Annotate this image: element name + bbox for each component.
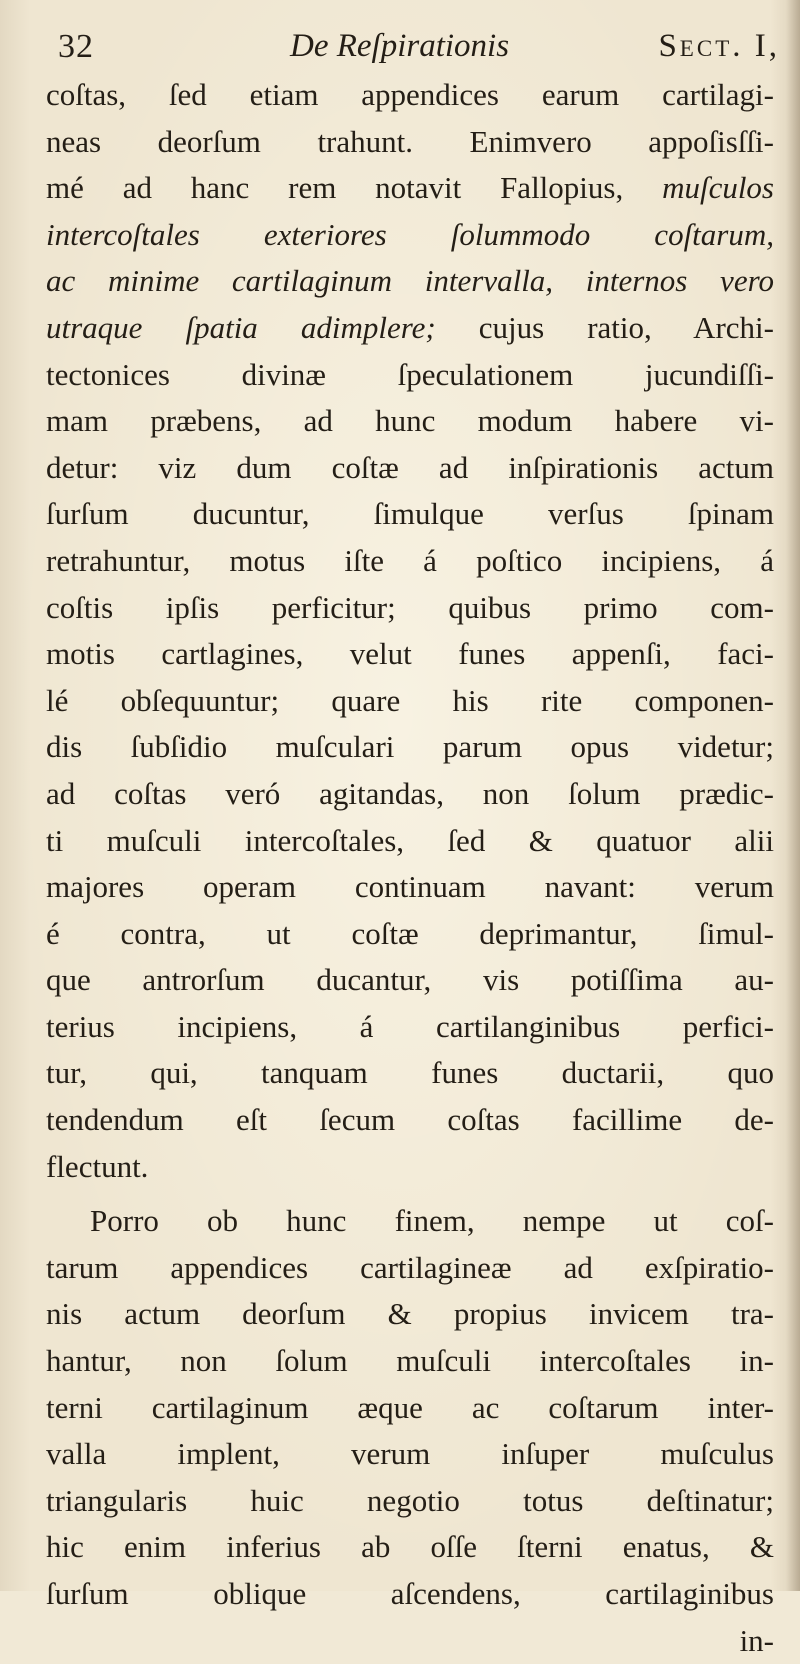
text-line: tarum appendices cartilagineæ ad exſpiratio- bbox=[46, 1249, 774, 1285]
section-mark: Sect. I, bbox=[658, 28, 780, 64]
text-line: ſurſum oblique aſcendens, cartilaginibus bbox=[46, 1576, 774, 1611]
italic-phrase: utraque ſpatia adimplere; bbox=[46, 309, 436, 345]
text-line: motis cartlagines, velut funes appenſi, faci- bbox=[46, 636, 774, 672]
text-line: retrahuntur, motus iſte á poſtico incipiens, á bbox=[46, 542, 774, 578]
text-line: hantur, non ſolum muſculi intercoſtales in- bbox=[46, 1343, 774, 1379]
text-line: mé ad hanc rem notavit Fallopius, muſculos bbox=[46, 170, 774, 206]
text-line: dis ſubſidio muſculari parum opus videtur; bbox=[46, 729, 774, 765]
paragraph-2 bbox=[46, 1198, 774, 1664]
catchword: in- bbox=[739, 1622, 774, 1658]
text-line: triangularis huic negotio totus deſtinatur; bbox=[46, 1482, 774, 1518]
paragraph-1 bbox=[46, 72, 774, 1190]
text-line: hic enim inferius ab oſſe ſterni enatus, & bbox=[46, 1529, 774, 1565]
text-line: mam præbens, ad hunc modum habere vi- bbox=[46, 403, 774, 439]
text-line: ſurſum ducuntur, ſimulque verſus ſpinam bbox=[46, 496, 774, 532]
page-edge-shadow bbox=[786, 0, 800, 1591]
text-line: terni cartilaginum æque ac coſtarum inter- bbox=[46, 1389, 774, 1425]
text-line: coſtis ipſis perficitur; quibus primo com- bbox=[46, 589, 774, 625]
text-line: lé obſequuntur; quare his rite componen- bbox=[46, 682, 774, 718]
text-line: tendendum eſt ſecum coſtas facillime de- bbox=[46, 1102, 774, 1138]
text-line: que antrorſum ducantur, vis potiſſima au- bbox=[46, 962, 774, 998]
text-line: ac minime cartilaginum intervalla, internos vero bbox=[46, 263, 774, 299]
page-header bbox=[58, 22, 780, 76]
text-line: utraque ſpatia adimplere; cujus ratio, Archi- bbox=[46, 309, 774, 345]
text-line: flectunt. bbox=[46, 1148, 149, 1184]
body-text bbox=[46, 72, 774, 1664]
text-line: ti muſculi intercoſtales, ſed & quatuor alii bbox=[46, 822, 774, 858]
text-line: neas deorſum trahunt. Enimvero appoſisſſi- bbox=[46, 123, 774, 159]
text-line: majores operam continuam navant: verum bbox=[46, 869, 774, 905]
italic-phrase: muſculos bbox=[662, 170, 774, 206]
text-line: nis actum deorſum & propius invicem tra- bbox=[46, 1296, 774, 1332]
text-line: ad coſtas veró agitandas, non ſolum prædic- bbox=[46, 775, 774, 811]
text-line: detur: viz dum coſtæ ad inſpirationis actum bbox=[46, 449, 774, 485]
text-line: terius incipiens, á cartilanginibus perfici- bbox=[46, 1008, 774, 1044]
text-line: tectonices divinæ ſpeculationem jucundiſſi- bbox=[46, 356, 774, 392]
text-line: tur, qui, tanquam funes ductarii, quo bbox=[46, 1055, 774, 1091]
text-line: Porro ob hunc finem, nempe ut coſ- bbox=[90, 1203, 774, 1239]
text-line: valla implent, verum inſuper muſculus bbox=[46, 1436, 774, 1472]
running-title: De Reſpirationis bbox=[290, 28, 510, 64]
text-line: intercoſtales exteriores ſolummodo coſtarum, bbox=[46, 216, 774, 252]
page-number: 32 bbox=[58, 28, 94, 65]
text-line: é contra, ut coſtæ deprimantur, ſimul- bbox=[46, 915, 774, 951]
text-line: coſtas, ſed etiam appendices earum cartilagi- bbox=[46, 77, 774, 112]
